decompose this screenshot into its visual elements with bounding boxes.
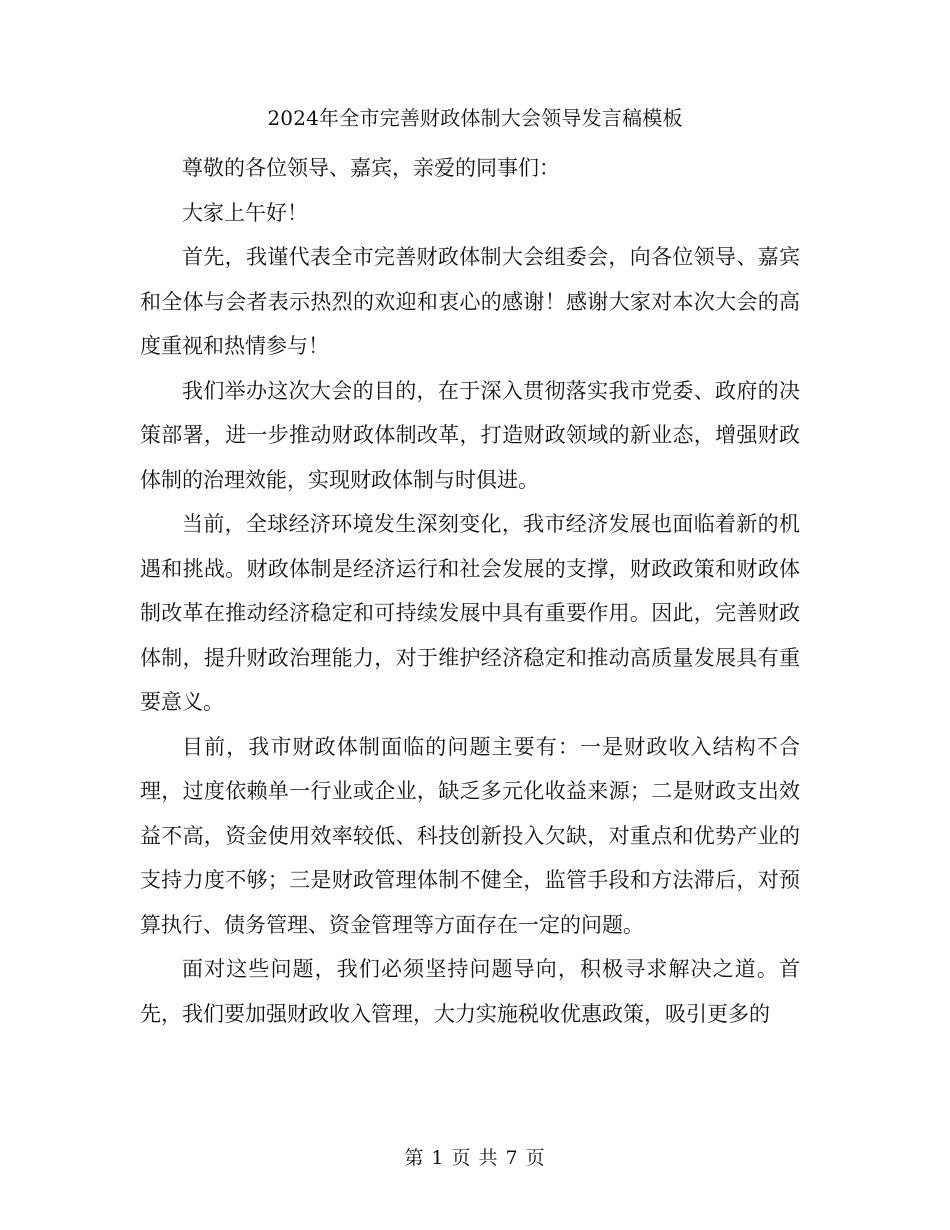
body-paragraph: 当前，全球经济环境发生深刻变化，我市经济发展也面临着新的机遇和挑战。财政体制是经济运行和社会发展的支撑，财政政策和财政体制改革在推动经济稳定和可持续发展中具有重要作用。因此，完善财政体制，提升财政治理能力，对于维护经济稳定和推动高质量发展具有重要意义。	[140, 512, 800, 714]
document-title: 2024年全市完善财政体制大会领导发言稿模板	[267, 106, 683, 130]
body-paragraph: 首先，我谨代表全市完善财政体制大会组委会，向各位领导、嘉宾和全体与会者表示热烈的欢迎和衷心的感谢！感谢大家对本次大会的高度重视和热情参与！	[140, 245, 800, 358]
page-number-footer: 第 1 页 共 7 页	[404, 1147, 546, 1169]
document-body	[140, 146, 800, 1036]
body-paragraph: 我们举办这次大会的目的，在于深入贯彻落实我市党委、政府的决策部署，进一步推动财政体制改革，打造财政领域的新业态，增强财政体制的治理效能，实现财政体制与时俱进。	[140, 378, 800, 492]
body-paragraph: 面对这些问题，我们必须坚持问题导向，积极寻求解决之道。首先，我们要加强财政收入管理，大力实施税收优惠政策，吸引更多的	[140, 957, 800, 1026]
greeting-paragraph: 大家上午好！	[182, 200, 308, 225]
salutation-paragraph: 尊敬的各位领导、嘉宾，亲爱的同事们：	[182, 156, 560, 180]
body-paragraph: 目前，我市财政体制面临的问题主要有：一是财政收入结构不合理，过度依赖单一行业或企业，缺乏多元化收益来源；二是财政支出效益不高，资金使用效率较低、科技创新投入欠缺，对重点和优势产业的支持力度不够；三是财政管理体制不健全，监管手段和方法滞后，对预算执行、债务管理、资金管理等方面存在一定的问题。	[140, 734, 800, 937]
